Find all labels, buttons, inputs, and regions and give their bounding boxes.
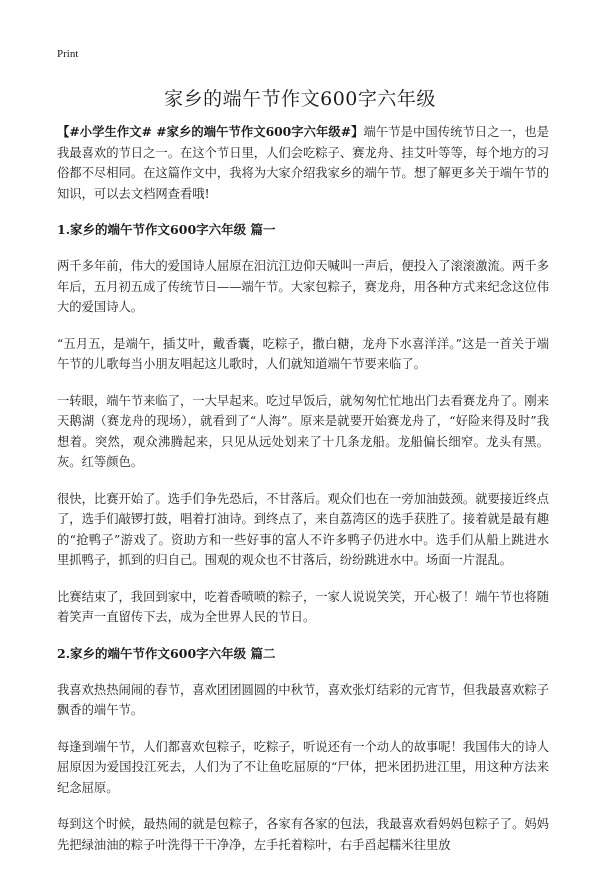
paragraph: 一转眼，端午节来临了，一大早起来。吃过早饭后，就匆匆忙忙地出门去看赛龙舟了。刚来天鹅湖（赛龙舟的现场），就看到了“人海”。原来是就要开始赛龙舟了，“好险来得及时”我想着。突然，观众沸腾起来，只见从远处划来了十几条龙船。龙船偏长细窄。龙头有黑。灰。红等颜色。 [57, 393, 549, 469]
intro-paragraph [57, 122, 549, 204]
paragraph: 比赛结束了，我回到家中，吃着香喷喷的粽子，一家人说说笑笑，开心极了！端午节也将随着笑声一直留传下去，成为全世界人民的节日。 [57, 589, 549, 624]
paragraph: 每到这个时候，最热闹的就是包粽子，各家有各家的包法，我最喜欢看妈妈包粽子了。妈妈先把绿油油的粽子叶洗得干干净净，左手托着粽叶，右手舀起糯米往里放 [57, 817, 549, 852]
intro-tag: 【#小学生作文# #家乡的端午节作文600字六年级#】 [57, 124, 364, 139]
paragraph: “五月五，是端午，插艾叶，戴香囊，吃粽子，撒白糖，龙舟下水喜洋洋。”这是一首关于端午节的儿歌每当小朋友唱起这儿歌时，人们就知道端午节要来临了。 [57, 336, 549, 371]
paragraph: 很快，比赛开始了。选手们争先恐后，不甘落后。观众们也在一旁加油鼓颈。就要接近终点了，选手们敲锣打鼓，唱着打油诗。到终点了，来自荔湾区的选手获胜了。接着就是最有趣的“抢鸭子”游戏了。资助方和一些好事的富人不许多鸭子仍进水中。选手们从船上跳进水里抓鸭子，抓到的归自己。围观的观众也不甘落后，纷纷跳进水中。场面一片混乱。 [57, 491, 549, 567]
paragraph: 每逢到端午节，人们都喜欢包粽子，吃粽子，听说还有一个动人的故事呢！我国伟大的诗人屈原因为爱国投江死去，人们为了不让鱼吃屈原的“尸体，把米团扔进江里，用这种方法来纪念屈原。 [57, 739, 549, 795]
section-heading-2: 2.家乡的端午节作文600字六年级 篇二 [57, 645, 276, 661]
print-link[interactable]: Print [57, 48, 79, 60]
intro-text: 端午节是中国传统节日之一，也是我最喜欢的节日之一。在这个节日里，人们会吃粽子、赛龙舟、挂艾叶等等，每个地方的习俗都不尽相同。在这篇作文中，我将为大家介绍我家乡的端午节。想了解更多关于端午节的知识，可以去文档网查看哦! [57, 125, 549, 201]
section-heading-1: 1.家乡的端午节作文600字六年级 篇一 [57, 222, 276, 237]
page-title: 家乡的端午节作文600字六年级 [164, 88, 436, 110]
paragraph: 我喜欢热热闹闹的春节，喜欢团团圆圆的中秋节，喜欢张灯结彩的元宵节，但我最喜欢粽子飘香的端午节。 [57, 682, 549, 717]
paragraph: 两千多年前，伟大的爱国诗人屈原在汨沆江边仰天喊叫一声后，便投入了滚滚激流。两千多年后，五月初五成了传统节日——端午节。大家包粽子，赛龙舟，用各种方式来纪念这位伟大的爱国诗人。 [57, 259, 549, 314]
article-body [57, 122, 549, 871]
